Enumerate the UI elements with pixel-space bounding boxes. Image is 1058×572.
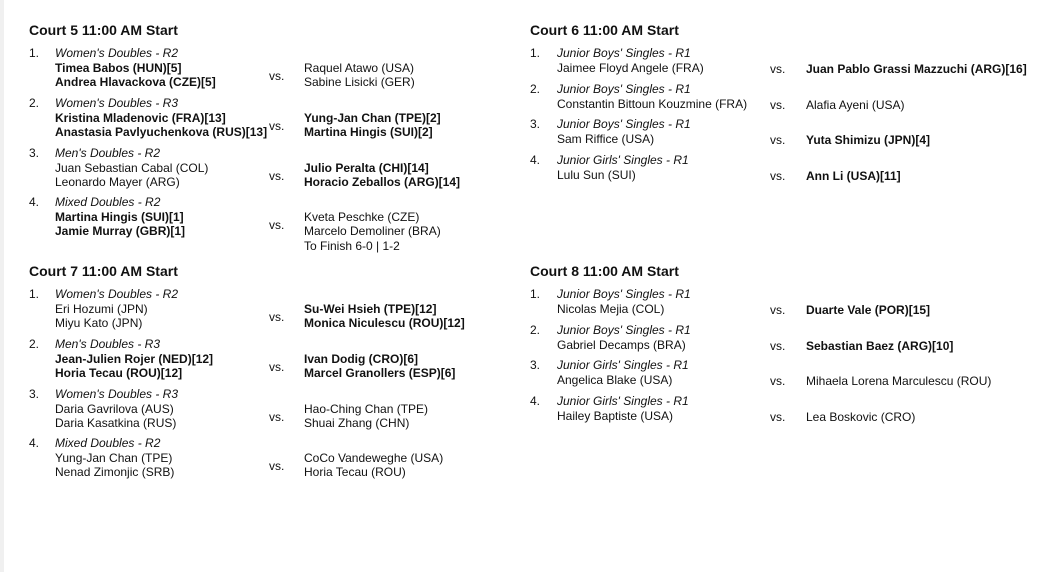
versus-label: vs. bbox=[269, 309, 285, 324]
event-name: Junior Boys' Singles - R1 bbox=[557, 287, 691, 301]
team1-player-name: Yung-Jan Chan (TPE) bbox=[55, 450, 173, 465]
versus-label: vs. bbox=[269, 168, 285, 183]
team1-player-name: Jean-Julien Rojer (NED)[12] bbox=[55, 351, 214, 366]
versus-label: vs. bbox=[770, 373, 786, 388]
match-number: 4. bbox=[29, 195, 40, 209]
team1-player-name: Daria Gavrilova (AUS) bbox=[55, 401, 174, 416]
match-number: 3. bbox=[530, 358, 541, 372]
court-title: Court 8 11:00 AM Start bbox=[530, 263, 679, 279]
team2-player-name: Hao-Ching Chan (TPE) bbox=[304, 401, 429, 416]
event-name: Junior Boys' Singles - R1 bbox=[557, 82, 691, 96]
event-name: Women's Doubles - R3 bbox=[55, 96, 178, 110]
match-number: 2. bbox=[29, 337, 40, 351]
event-name: Women's Doubles - R2 bbox=[55, 46, 178, 60]
team1-player-name: Andrea Hlavackova (CZE)[5] bbox=[55, 75, 216, 89]
team2-player-name: Horia Tecau (ROU) bbox=[304, 465, 406, 479]
versus-label: vs. bbox=[770, 338, 786, 353]
team1-player-name: Daria Kasatkina (RUS) bbox=[55, 416, 177, 430]
team1-player-name: Eri Hozumi (JPN) bbox=[55, 301, 148, 316]
team1-player-name: Juan Sebastian Cabal (COL) bbox=[55, 160, 209, 175]
team2-player-name: Sabine Lisicki (GER) bbox=[304, 75, 415, 89]
team1-player-name: Martina Hingis (SUI)[1] bbox=[55, 209, 184, 224]
team2-player-name: Kveta Peschke (CZE) bbox=[304, 209, 420, 224]
team1-player-name: Sam Riffice (USA) bbox=[557, 131, 655, 146]
team2-player-name: Yung-Jan Chan (TPE)[2] bbox=[304, 110, 441, 125]
court-title: Court 5 11:00 AM Start bbox=[29, 22, 178, 38]
team2-player-name: Alafia Ayeni (USA) bbox=[806, 97, 905, 112]
team1-player-name: Hailey Baptiste (USA) bbox=[557, 408, 674, 423]
event-name: Men's Doubles - R2 bbox=[55, 146, 160, 160]
team1-player-name: Lulu Sun (SUI) bbox=[557, 167, 636, 182]
versus-label: vs. bbox=[770, 61, 786, 76]
match-number: 4. bbox=[530, 153, 541, 167]
team2-player-name: Su-Wei Hsieh (TPE)[12] bbox=[304, 301, 437, 316]
team1-player-name: Gabriel Decamps (BRA) bbox=[557, 337, 686, 352]
versus-label: vs. bbox=[770, 132, 786, 147]
team2-player-name: Duarte Vale (POR)[15] bbox=[806, 302, 931, 317]
event-name: Mixed Doubles - R2 bbox=[55, 436, 161, 450]
versus-label: vs. bbox=[269, 118, 285, 133]
match-number: 3. bbox=[29, 387, 40, 401]
versus-label: vs. bbox=[770, 302, 786, 317]
event-name: Junior Girls' Singles - R1 bbox=[557, 394, 689, 408]
versus-label: vs. bbox=[770, 168, 786, 183]
team1-player-name: Horia Tecau (ROU)[12] bbox=[55, 366, 183, 380]
match-number: 1. bbox=[530, 46, 541, 60]
team2-player-name: Juan Pablo Grassi Mazzuchi (ARG)[16] bbox=[806, 61, 1027, 76]
event-name: Junior Boys' Singles - R1 bbox=[557, 117, 691, 131]
team1-player-name: Nicolas Mejia (COL) bbox=[557, 301, 665, 316]
team1-player-name: Nenad Zimonjic (SRB) bbox=[55, 465, 175, 479]
event-name: Men's Doubles - R3 bbox=[55, 337, 160, 351]
team2-player-name: Martina Hingis (SUI)[2] bbox=[304, 125, 433, 139]
match-number: 2. bbox=[530, 323, 541, 337]
team1-player-name: Constantin Bittoun Kouzmine (FRA) bbox=[557, 96, 748, 111]
team2-player-name: Julio Peralta (CHI)[14] bbox=[304, 160, 429, 175]
team2-player-name: Horacio Zeballos (ARG)[14] bbox=[304, 175, 461, 189]
team2-player-name: Shuai Zhang (CHN) bbox=[304, 416, 410, 430]
match-number: 4. bbox=[29, 436, 40, 450]
match-number: 2. bbox=[29, 96, 40, 110]
event-name: Junior Girls' Singles - R1 bbox=[557, 358, 689, 372]
match-status-note: To Finish 6-0 | 1-2 bbox=[304, 238, 400, 253]
team2-player-name: Lea Boskovic (CRO) bbox=[806, 409, 916, 424]
match-number: 1. bbox=[29, 287, 40, 301]
versus-label: vs. bbox=[269, 217, 285, 232]
team2-player-name: Sebastian Baez (ARG)[10] bbox=[806, 338, 954, 353]
team1-player-name: Anastasia Pavlyuchenkova (RUS)[13] bbox=[55, 125, 268, 139]
order-of-play-page bbox=[4, 0, 1058, 572]
team2-player-name: CoCo Vandeweghe (USA) bbox=[304, 450, 444, 465]
versus-label: vs. bbox=[770, 409, 786, 424]
versus-label: vs. bbox=[269, 359, 285, 374]
versus-label: vs. bbox=[770, 97, 786, 112]
team1-player-name: Kristina Mladenovic (FRA)[13] bbox=[55, 110, 226, 125]
match-number: 4. bbox=[530, 394, 541, 408]
team2-player-name: Ann Li (USA)[11] bbox=[806, 168, 901, 183]
match-number: 3. bbox=[530, 117, 541, 131]
team2-player-name: Yuta Shimizu (JPN)[4] bbox=[806, 132, 931, 147]
event-name: Junior Boys' Singles - R1 bbox=[557, 323, 691, 337]
event-name: Junior Boys' Singles - R1 bbox=[557, 46, 691, 60]
match-number: 2. bbox=[530, 82, 541, 96]
team1-player-name: Miyu Kato (JPN) bbox=[55, 316, 143, 330]
event-name: Junior Girls' Singles - R1 bbox=[557, 153, 689, 167]
event-name: Women's Doubles - R3 bbox=[55, 387, 178, 401]
versus-label: vs. bbox=[269, 409, 285, 424]
team1-player-name: Jamie Murray (GBR)[1] bbox=[55, 224, 186, 238]
team2-player-name: Monica Niculescu (ROU)[12] bbox=[304, 316, 465, 330]
court-title: Court 7 11:00 AM Start bbox=[29, 263, 178, 279]
team2-player-name: Mihaela Lorena Marculescu (ROU) bbox=[806, 373, 992, 388]
team2-player-name: Raquel Atawo (USA) bbox=[304, 60, 415, 75]
match-number: 3. bbox=[29, 146, 40, 160]
team2-player-name: Ivan Dodig (CRO)[6] bbox=[304, 351, 418, 366]
versus-label: vs. bbox=[269, 68, 285, 83]
match-number: 1. bbox=[29, 46, 40, 60]
court-title: Court 6 11:00 AM Start bbox=[530, 22, 679, 38]
team2-player-name: Marcelo Demoliner (BRA) bbox=[304, 224, 441, 238]
event-name: Women's Doubles - R2 bbox=[55, 287, 178, 301]
team1-player-name: Leonardo Mayer (ARG) bbox=[55, 175, 180, 189]
event-name: Mixed Doubles - R2 bbox=[55, 195, 161, 209]
team2-player-name: Marcel Granollers (ESP)[6] bbox=[304, 366, 456, 380]
team1-player-name: Jaimee Floyd Angele (FRA) bbox=[557, 60, 704, 75]
team1-player-name: Angelica Blake (USA) bbox=[557, 372, 673, 387]
team1-player-name: Timea Babos (HUN)[5] bbox=[55, 60, 182, 75]
versus-label: vs. bbox=[269, 458, 285, 473]
match-number: 1. bbox=[530, 287, 541, 301]
